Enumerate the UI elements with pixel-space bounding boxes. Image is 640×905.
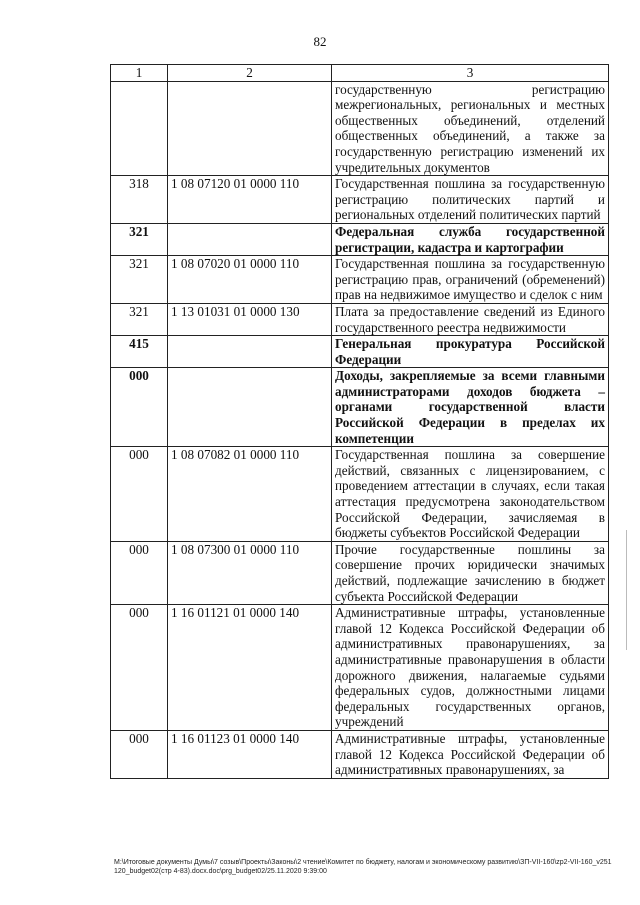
budget-classification-code-cell: 1 13 01031 01 0000 130 [168,303,332,335]
table-row [111,223,609,255]
admin-code-cell: 318 [111,176,168,224]
table-row [111,605,609,731]
table-row [111,730,609,778]
admin-code-cell: 321 [111,303,168,335]
budget-classification-code-cell: 1 08 07020 01 0000 110 [168,256,332,304]
admin-code-cell: 000 [111,605,168,731]
budget-classification-code-cell [168,368,332,447]
revenue-description-cell: Государственная пошлина за совершение действий, связанных с лицензированием, с проведением аттестации в случаях, если такая аттестация предусмотрена законодательством Российской Федерации, зачисляемая в бюджеты субъектов Российской Федерации [332,447,609,542]
budget-classification-code-cell [168,223,332,255]
revenue-description-cell: Административные штрафы, установленные главой 12 Кодекса Российской Федерации об административных правонарушениях, за [332,730,609,778]
column-header-3: 3 [332,65,609,82]
budget-classification-code-cell: 1 08 07120 01 0000 110 [168,176,332,224]
admin-code-cell: 415 [111,336,168,368]
table-row [111,176,609,224]
revenue-description-cell: Генеральная прокуратура Российской Федерации [332,336,609,368]
column-header-1: 1 [111,65,168,82]
revenue-description-cell: Государственная пошлина за государственную регистрацию прав, ограничений (обременений) прав на недвижимое имущество и сделок с ним [332,256,609,304]
page-number: 82 [313,34,327,49]
admin-code-cell: 321 [111,223,168,255]
budget-classification-code-cell [168,336,332,368]
margin-mark [626,530,627,650]
budget-classification-code-cell: 1 08 07082 01 0000 110 [168,447,332,542]
revenue-description-cell: Федеральная служба государственной регистрации, кадастра и картографии [332,223,609,255]
budget-classification-code-cell: 1 08 07300 01 0000 110 [168,541,332,604]
admin-code-cell: 000 [111,541,168,604]
revenue-description-cell: Доходы, закрепляемые за всеми главными администраторами доходов бюджета – органами государственной власти Российской Федерации в пределах их компетенции [332,368,609,447]
admin-code-cell: 000 [111,730,168,778]
budget-classification-code-cell [168,81,332,176]
revenue-description-cell: Плата за предоставление сведений из Единого государственного реестра недвижимости [332,303,609,335]
revenue-description-cell: Административные штрафы, установленные главой 12 Кодекса Российской Федерации об административных правонарушениях, за административные правонарушения в области дорожного движения, налагаемые судьями федеральных судов, должностными лицами федеральных государственных органов, учреждений [332,605,609,731]
table-row [111,81,609,176]
budget-classification-code-cell: 1 16 01123 01 0000 140 [168,730,332,778]
table-row [111,303,609,335]
table-row [111,541,609,604]
revenue-description-cell: государственную регистрацию межрегиональных, региональных и местных общественных объединений, отделений общественных объединений, а также за государственную регистрацию изменений их учредительных документов [332,81,609,176]
table-row [111,368,609,447]
table-row [111,336,609,368]
admin-code-cell: 000 [111,368,168,447]
revenue-description-cell: Государственная пошлина за государственную регистрацию политических партий и региональных отделений политических партий [332,176,609,224]
admin-code-cell [111,81,168,176]
table-row [111,256,609,304]
budget-classification-code-cell: 1 16 01121 01 0000 140 [168,605,332,731]
column-header-2: 2 [168,65,332,82]
admin-code-cell: 000 [111,447,168,542]
revenue-description-cell: Прочие государственные пошлины за совершение прочих юридически значимых действий, подлежащие зачислению в бюджет субъекта Российской Федерации [332,541,609,604]
document-footer-path: M:\Итоговые документы Думы\7 созыв\Проекты\Законы\2 чтение\Комитет по бюджету, налогам и экономическому развитию\ЗП-VII-160\zp2-VII-160_v251120_budget02(стр 4-83).docx.doc\prg_budget02/25.11.2020 9:39:00 [114,859,612,875]
table-row [111,447,609,542]
admin-code-cell: 321 [111,256,168,304]
table-header-row [111,65,609,82]
revenue-table [110,64,609,779]
